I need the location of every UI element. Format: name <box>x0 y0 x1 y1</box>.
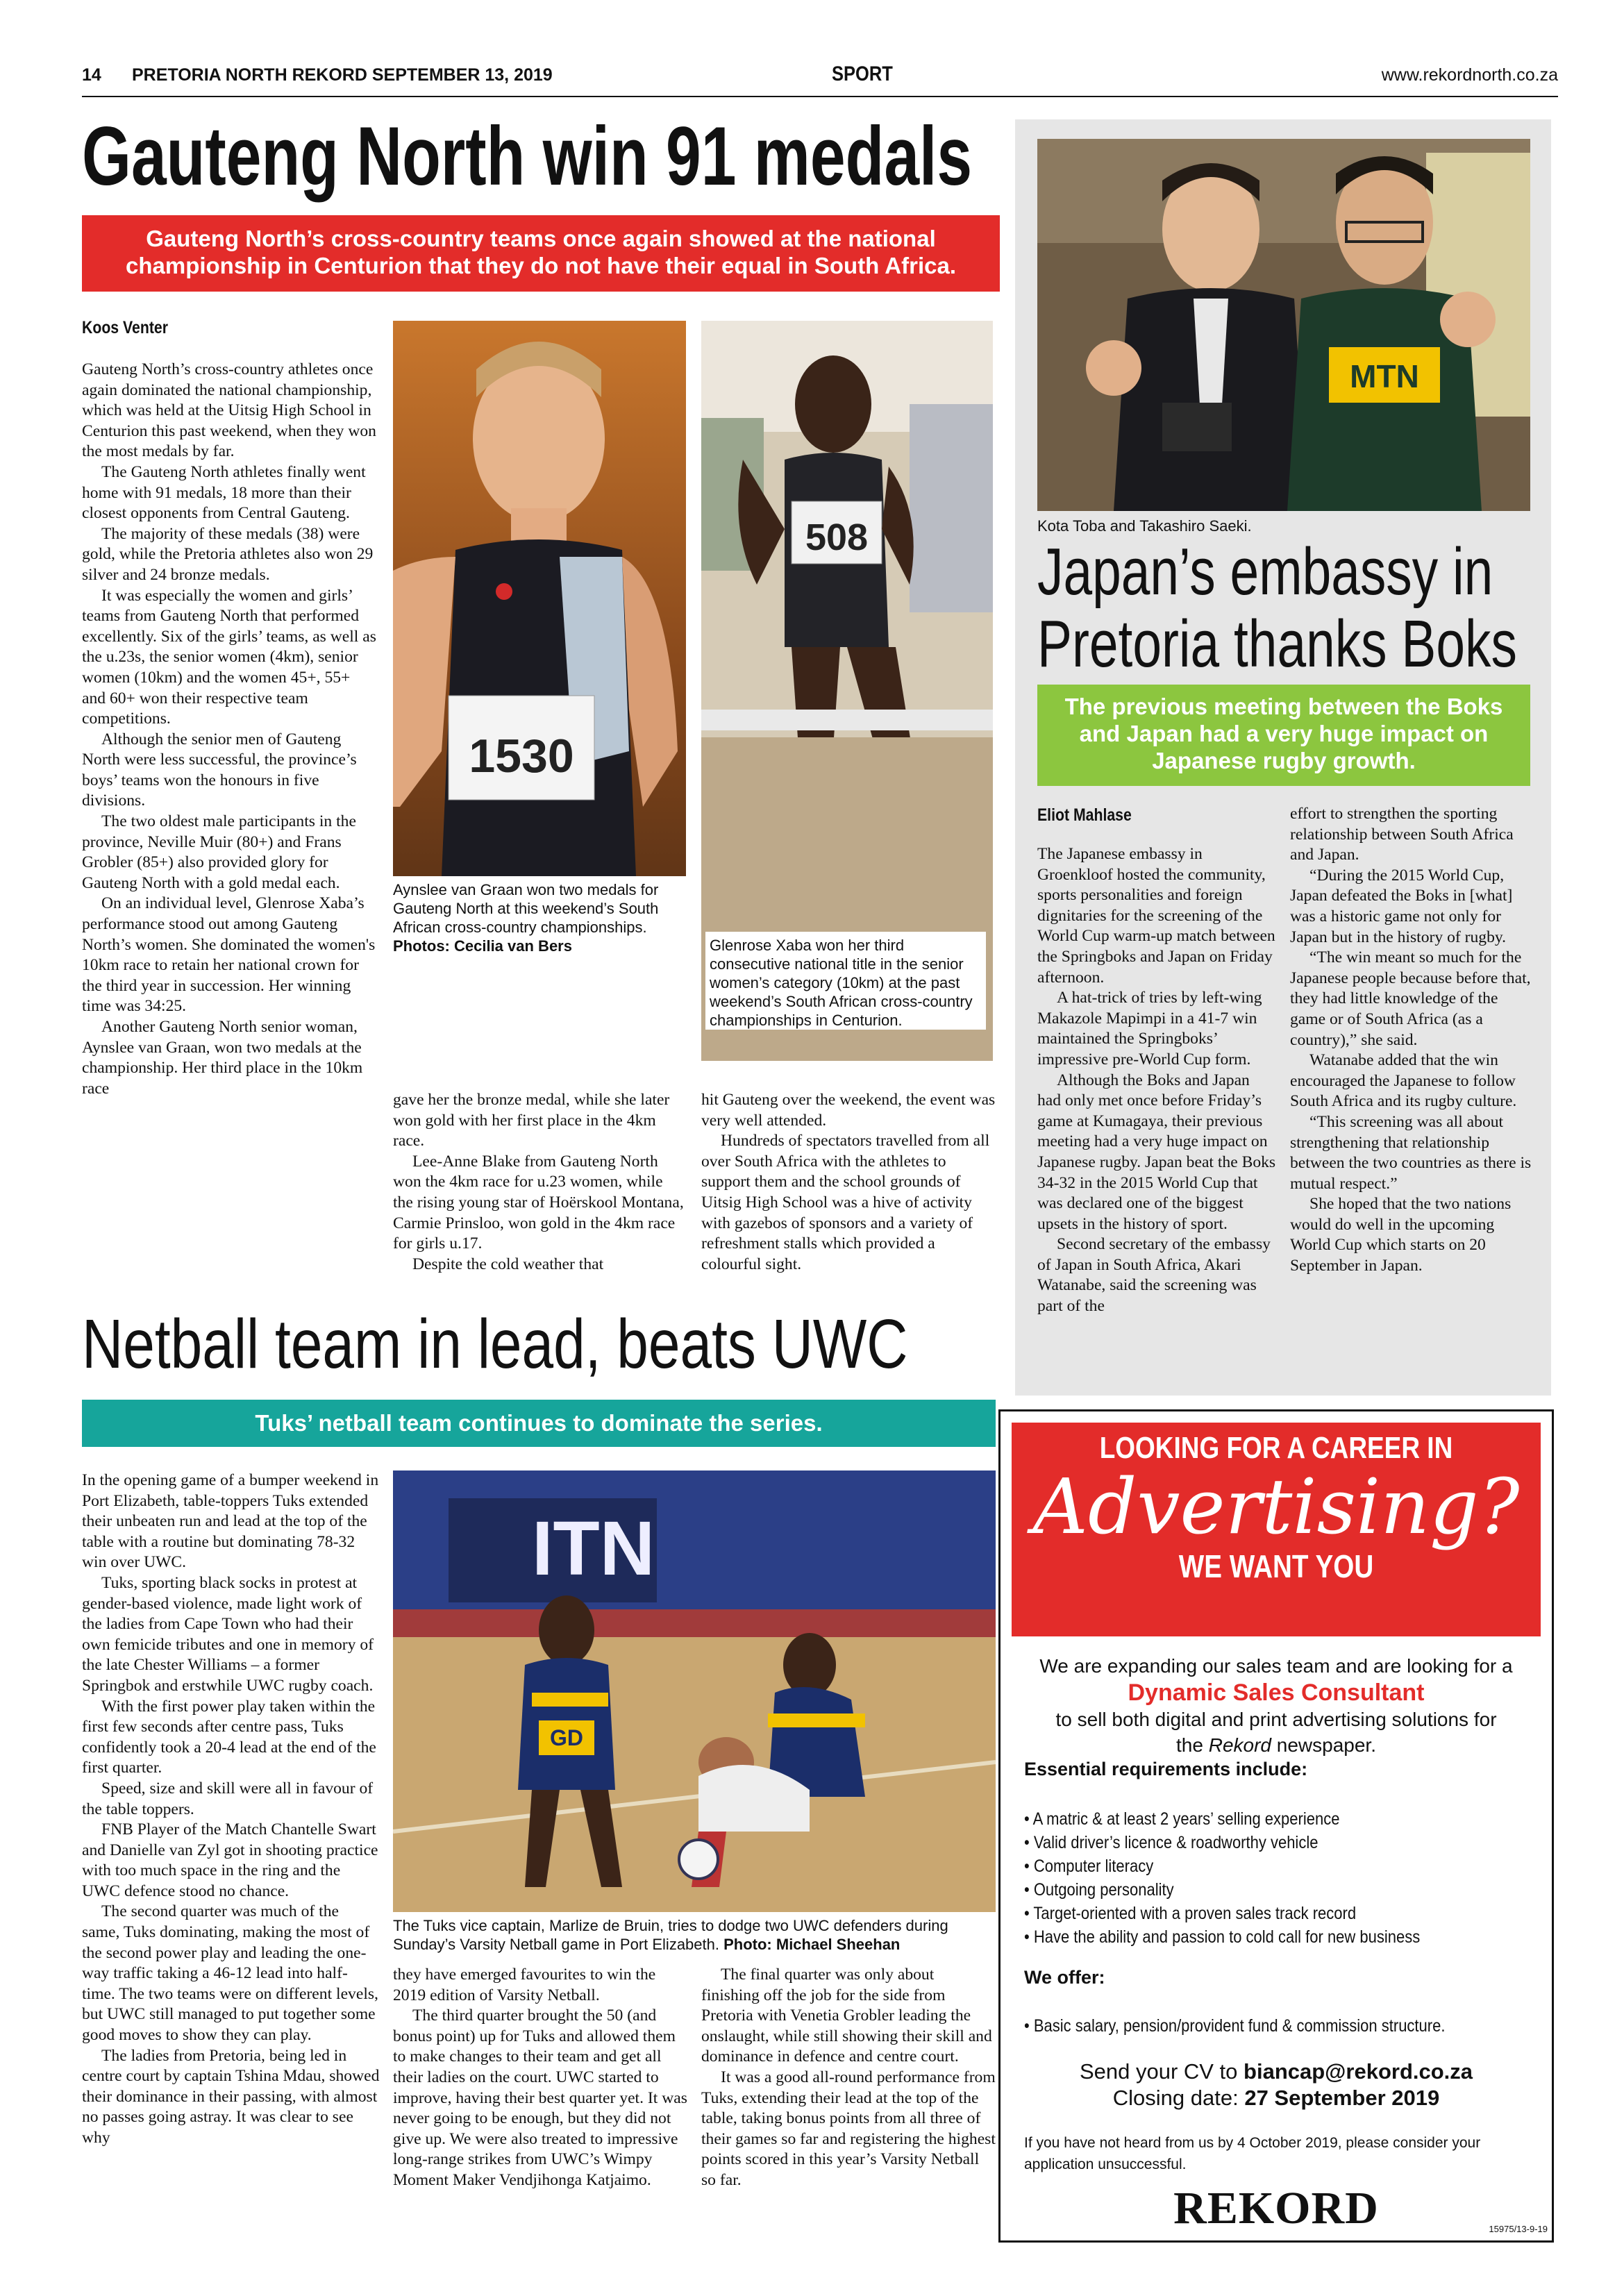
embassy-photo-caption: Kota Toba and Takashiro Saeki. <box>1037 517 1252 535</box>
advert-line-advertising: Advertising? <box>1032 1462 1520 1551</box>
photo1-caption <box>393 876 686 994</box>
photo-netball-game <box>393 1470 996 1912</box>
advert-intro <box>1007 1653 1545 1758</box>
requirement-item: • Have the ability and passion to cold call for new business <box>1024 1927 1421 1947</box>
byline-eliot: Eliot Mahlase <box>1037 805 1132 825</box>
requirement-item: • A matric & at least 2 years’ selling experience <box>1024 1809 1340 1829</box>
paragraph: they have emerged favourites to win the 2019 edition of Varsity Netball. <box>393 1966 656 2004</box>
story2-column-2 <box>1290 804 1533 1380</box>
advert-send-cv <box>1007 2059 1545 2085</box>
story3-column-2 <box>393 1965 689 2256</box>
photo-glenrose-xaba <box>701 321 993 1061</box>
paragraph: She hoped that the two nations would do well in the upcoming World Cup which starts on 20 September in Japan. <box>1290 1195 1512 1275</box>
paragraph: Another Gauteng North senior woman, Aynslee van Graan, won two medals at the championship. Her third place in the 10km race <box>82 1018 363 1098</box>
paragraph: Lee-Anne Blake from Gauteng North won the 4km race for u.23 women, while the rising young star of Hoërskool Montana, Carmie Prinsloo, won gold in the 4km race for girls u.17. <box>393 1152 684 1253</box>
advert-offer-title: We offer: <box>1024 1967 1105 1988</box>
advert-closing-pre: Closing date: <box>1112 2086 1245 2110</box>
advert-closing <box>1007 2085 1545 2111</box>
paragraph: The ladies from Pretoria, being led in centre court by captain Tshina Mdau, showed their dominance in their passing, with almost no passes going astray. It was clear to see why <box>82 2046 380 2147</box>
japan-panel <box>1015 119 1551 1396</box>
race-bib-508: 508 <box>805 517 869 558</box>
standfirst-japan-text: The previous meeting between the Boks and Japan had a very huge impact on Japanese rugby growth. <box>1064 694 1503 773</box>
netball-caption-text: The Tuks vice captain, Marlize de Bruin, tries to dodge two UWC defenders during Sunday’s Varsity Netball game in Port Elizabeth. <box>393 1917 948 1953</box>
paragraph: The majority of these medals (38) were gold, while the Pretoria athletes also won 29 silver and 24 bronze medals. <box>82 524 374 584</box>
race-bib-1530: 1530 <box>469 730 574 782</box>
section-label: SPORT <box>832 62 893 85</box>
paragraph: With the first power play taken within the first few seconds after centre pass, Tuks confidently took a 20-4 lead at the end of the first quarter. <box>82 1697 376 1777</box>
paragraph: Although the senior men of Gauteng North were less successful, the province’s boys’ teams won the honours in five divisions. <box>82 730 357 810</box>
career-advert <box>998 1409 1554 2243</box>
advert-requirements-list <box>1024 1807 1538 1949</box>
advert-contact <box>1007 2059 1545 2111</box>
requirement-item: • Valid driver’s licence & roadworthy vehicle <box>1024 1833 1319 1852</box>
headline-netball: Netball team in lead, beats UWC <box>82 1305 908 1383</box>
court-banner-text: ITN <box>532 1506 655 1591</box>
paragraph: The Gauteng North athletes finally went home with 91 medals, 18 more than their closest opponents from Central Gauteng. <box>82 462 366 523</box>
byline-koos: Koos Venter <box>82 318 168 337</box>
story1-column-3 <box>701 1090 996 1305</box>
advert-line-career: LOOKING FOR A CAREER IN <box>1099 1431 1453 1465</box>
paragraph: Second secretary of the embassy of Japan in South Africa, Akari Watanabe, said the screening was part of the <box>1037 1235 1271 1316</box>
paragraph: Hundreds of spectators travelled from all over South Africa with the athletes to support them and the school grounds of Uitsig High School was a hive of activity with gazebos of sponsors and a variety of refreshment stalls which provided a colourful sight. <box>701 1132 990 1273</box>
headline-japan-line1: Japan’s embassy in <box>1037 535 1493 609</box>
standfirst-netball <box>82 1400 996 1447</box>
photo-aynslee-van-graan <box>393 321 686 994</box>
advert-offer-list <box>1024 2014 1538 2038</box>
offer-item: • Basic salary, pension/provident fund & commission structure. <box>1024 2016 1446 2036</box>
photo-kota-toba-takashiro-saeki <box>1037 139 1530 511</box>
story1-column-2 <box>393 1090 686 1305</box>
standfirst-text: Gauteng North’s cross-country teams once again showed at the national championship in Centurion that they do not have their equal in South Africa. <box>125 226 956 278</box>
paragraph: The Japanese embassy in Groenkloof hosted the community, sports personalities and foreign dignitaries for the screening of the World Cup warm-up match between the Springboks and Japan on Friday afternoon. <box>1037 845 1275 987</box>
requirement-item: • Outgoing personality <box>1024 1880 1174 1900</box>
website: www.rekordnorth.co.za <box>1381 65 1558 85</box>
advert-red-banner <box>1012 1423 1541 1636</box>
netball-photo-caption <box>393 1916 996 1954</box>
advert-email-link[interactable]: biancap@rekord.co.za <box>1244 2059 1473 2084</box>
photo2-caption: Glenrose Xaba won her third consecutive national title in the senior women’s category (10km) at the past weekend’s South African cross-country championships in Centurion. <box>705 932 986 1030</box>
paragraph: In the opening game of a bumper weekend in Port Elizabeth, table-toppers Tuks extended their unbeaten run and lead at the top of the table with a routine but dominating 78-32 win over UWC. <box>82 1471 379 1572</box>
advert-intro-3-post: newspaper. <box>1271 1734 1376 1756</box>
paragraph: Despite the cold weather that <box>412 1255 604 1273</box>
paragraph: Watanabe added that the win encouraged the Japanese to follow South Africa and its rugby culture. <box>1290 1051 1517 1111</box>
standfirst-netball-text: Tuks’ netball team continues to dominate the series. <box>255 1410 823 1436</box>
paragraph: hit Gauteng over the weekend, the event was very well attended. <box>701 1091 996 1130</box>
advert-intro-2: to sell both digital and print advertising solutions for <box>1055 1709 1497 1730</box>
paragraph: The second quarter was much of the same, Tuks dominating, making the most of the second power play and leading the one-way traffic taking a 46-12 lead into half-time. The two teams were on different levels, but UWC still managed to put together some good moves to show they can play. <box>82 1902 378 2045</box>
photo1-caption-text: Aynslee van Graan won two medals for Gauteng North at this weekend’s South African cross-country championships. <box>393 881 659 936</box>
advert-code: 15975/13-9-19 <box>1489 2224 1548 2234</box>
page-number: 14 <box>82 65 101 85</box>
advert-intro-3-pre: the <box>1176 1734 1209 1756</box>
paragraph: “The win meant so much for the Japanese people because before that, they had little knowledge of the game or of South Africa (as a country),” she said. <box>1290 948 1531 1049</box>
paper-date: PRETORIA NORTH REKORD SEPTEMBER 13, 2019 <box>132 65 553 85</box>
headline-japan-line2: Pretoria thanks Boks <box>1037 607 1517 681</box>
headline-japan <box>1037 536 1537 680</box>
advert-line-want-you: WE WANT YOU <box>1178 1548 1374 1584</box>
story1-column-1 <box>82 360 378 1304</box>
rekord-logo: REKORD <box>1173 2183 1379 2234</box>
paragraph: “This screening was all about strengthening that relationship between the two countries as there is mutual respect.” <box>1290 1112 1532 1193</box>
embassy-photo <box>1037 139 1530 511</box>
paragraph: It was especially the women and girls’ teams from Gauteng North that performed excellently. Six of the girls’ teams, as well as the u.23s, the senior women (4km), senior women (10km) and the women 45+, 55+ and 60+ won their respective team competitions. <box>82 586 376 728</box>
standfirst-gauteng <box>82 215 1000 292</box>
advert-send-pre: Send your CV to <box>1079 2059 1244 2084</box>
paragraph: The third quarter brought the 50 (and bonus point) up for Tuks and allowed them to make changes to their team and get all their ladies on the court. UWC started to improve, having their best quarter yet. It was never going to be enough, but they did not give up. We were also treated to impressive long-range strikes from UWC’s Wimpy Moment Maker Vendjihonga Katjaimo. <box>393 2006 687 2189</box>
paragraph: Gauteng North’s cross-country athletes once again dominated the national championship, which was held at the Uitsig High School in Centurion this past weekend, when they won the most medals by far. <box>82 360 376 461</box>
advert-requirements-title: Essential requirements include: <box>1024 1759 1308 1779</box>
paragraph: Speed, size and skill were all in favour of the table toppers. <box>82 1779 374 1818</box>
paragraph: On an individual level, Glenrose Xaba’s performance stood out among Gauteng North’s women. She dominated the women's 10km race to retain her national crown for the third year in succession. Her winning time was 34:25. <box>82 894 376 1016</box>
story3-column-1 <box>82 1470 380 2248</box>
advert-note: If you have not heard from us by 4 October 2019, please consider your application unsuccessful. <box>1024 2135 1481 2172</box>
story2-column-1 <box>1037 844 1276 1379</box>
netball-photo <box>393 1470 996 1912</box>
paragraph: Tuks, sporting black socks in protest at gender-based violence, made light work of the ladies from Cape Town who had their own femicide tributes and one in memory of the late Chester Williams – a former Springbok and erstwhile UWC rugby coach. <box>82 1573 374 1695</box>
advert-closing-date: 27 September 2019 <box>1244 2086 1440 2110</box>
photo1-credit: Photos: Cecilia van Bers <box>393 937 572 955</box>
story3-column-3 <box>701 1965 996 2256</box>
paragraph: effort to strengthen the sporting relationship between South Africa and Japan. <box>1290 805 1514 864</box>
paragraph: The two oldest male participants in the province, Neville Muir (80+) and Frans Grobler (85+) also provided glory for Gauteng North with a gold medal each. <box>82 812 356 892</box>
advert-role: Dynamic Sales Consultant <box>1128 1679 1425 1706</box>
advert-intro-3-em: Rekord <box>1208 1734 1271 1756</box>
paragraph: A hat-trick of tries by left-wing Makazole Mapimpi in a 41-7 win maintained the Springboks’ impressive pre-World Cup form. <box>1037 989 1262 1069</box>
requirement-item: • Computer literacy <box>1024 1857 1154 1876</box>
masthead <box>82 64 1558 97</box>
headline-gauteng: Gauteng North win 91 medals <box>82 110 973 203</box>
standfirst-japan <box>1037 685 1530 786</box>
requirement-item: • Target-oriented with a proven sales track record <box>1024 1904 1357 1923</box>
paragraph: “During the 2015 World Cup, Japan defeated the Boks in [what] was a historic game not only for Japan but in the history of rugby. <box>1290 866 1513 946</box>
paragraph: Although the Boks and Japan had only met once before Friday’s game at Kumagaya, their previous meeting had a very huge impact on Japanese rugby. Japan beat the Boks 34-32 in the 2015 World Cup that was declared one of the biggest upsets in the history of sport. <box>1037 1071 1276 1233</box>
paragraph: It was a good all-round performance from Tuks, extending their lead at the top of the table, taking bonus points from all three of their games so far and registering the highest points scored in this year’s Varsity Netball so far. <box>701 2068 996 2189</box>
mtn-shirt-logo: MTN <box>1350 358 1419 394</box>
netball-photo-credit: Photo: Michael Sheehan <box>723 1936 901 1953</box>
advert-intro-3 <box>1007 1732 1545 1758</box>
position-bib-gd: GD <box>550 1725 583 1750</box>
paragraph: The final quarter was only about finishing off the job for the side from Pretoria with Venetia Grobler leading the onslaught, while still showing their skill and dominance in defence and centre court. <box>701 1966 992 2066</box>
advert-intro-1: We are expanding our sales team and are looking for a <box>1039 1655 1513 1677</box>
paragraph: FNB Player of the Match Chantelle Swart and Danielle van Zyl got in shooting practice with too much space in the ring and the UWC defence stood no chance. <box>82 1820 378 1900</box>
paragraph: gave her the bronze medal, while she later won gold with her first place in the 4km race. <box>393 1091 670 1150</box>
